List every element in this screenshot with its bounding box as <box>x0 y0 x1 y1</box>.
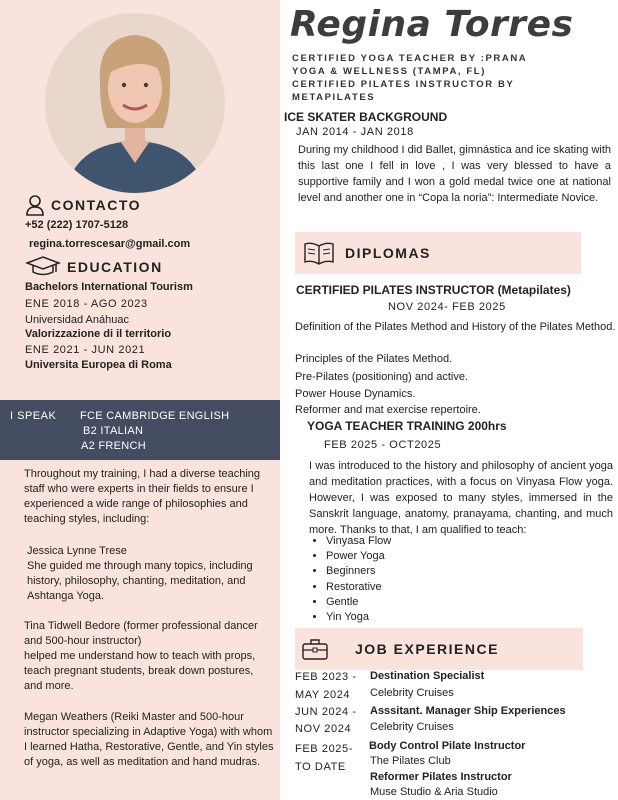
language-item: B2 ITALIAN <box>83 425 144 437</box>
person-icon <box>25 194 45 216</box>
diplomas-heading: DIPLOMAS <box>345 245 431 261</box>
subtitle-line: METAPILATES <box>292 92 376 103</box>
subtitle-line: YOGA & WELLNESS (TAMPA, FL) <box>292 66 486 77</box>
yoga-styles-list <box>310 534 391 625</box>
job-date: MAY 2024 <box>295 689 351 701</box>
graduation-cap-icon <box>25 256 61 278</box>
job-title: Asssitant. Manager Ship Experiences <box>370 705 566 717</box>
pilates-topic: Reformer and mat exercise repertoire. <box>295 404 481 416</box>
subtitle-line: CERTIFIED YOGA TEACHER BY :PRANA <box>292 53 528 64</box>
list-item: • Yin Yoga <box>326 610 391 625</box>
job-title: Destination Specialist <box>370 670 485 682</box>
yoga-diploma-dates: FEB 2025 - OCT2025 <box>324 439 442 451</box>
job-company: The Pilates Club <box>370 755 451 767</box>
job-company: Celebrity Cruises <box>370 687 454 699</box>
teacher-paragraph: Jessica Lynne Trese She guided me through many topics, including history, philosophy, chanting, meditation, and Ashtanga Yoga. <box>27 545 253 602</box>
education-degree-school: Universidad Anáhuac <box>25 314 129 326</box>
languages-band <box>0 400 280 460</box>
education-degree-title: Bachelors International Tourism <box>25 281 193 293</box>
languages-label: I SPEAK <box>10 410 57 422</box>
pilates-topic: Power House Dynamics. <box>295 388 416 400</box>
contact-phone[interactable]: +52 (222) 1707-5128 <box>25 219 129 231</box>
background-heading: ICE SKATER BACKGROUND <box>284 110 448 124</box>
training-intro: Throughout my training, I had a diverse teaching staff who were experts in their fields to ensure I experienced a wide range of philosophies and teaching styles, including: <box>24 468 261 525</box>
pilates-diploma-title: CERTIFIED PILATES INSTRUCTOR (Metapilates) <box>296 283 571 297</box>
education-degree-dates: ENE 2018 - AGO 2023 <box>25 298 148 310</box>
job-date: FEB 2023 - <box>295 671 357 683</box>
education-heading: EDUCATION <box>25 256 163 278</box>
education-course-school: Universita Europea di Roma <box>25 359 172 371</box>
yoga-diploma-title: YOGA TEACHER TRAINING 200hrs <box>307 419 507 433</box>
list-item: • Gentle <box>326 595 391 610</box>
name-title: Regina Torres <box>290 4 574 45</box>
yoga-diploma-text: I was introduced to the history and philosophy of ancient yoga and meditation practices, with a focus on Vinyasa Flow yoga. However, I was exposed to many styles, immersed in the Sanskrit language, anatomy, pranayama, chanting, and much more. Thanks to that, I am qualified to teach: <box>309 460 613 536</box>
background-text: During my childhood I did Ballet, gimnástica and ice skating with this last one I fell in love , I was very blessed to have a supportive family and I won a gold medal twice one at national level and another one in “Copa la noria”: Intermediate Novice. <box>298 144 611 204</box>
list-item: • Power Yoga <box>326 549 391 564</box>
job-date: FEB 2025- <box>295 743 353 755</box>
job-date: NOV 2024 <box>295 723 352 735</box>
job-date: TO DATE <box>295 761 346 773</box>
job-experience-heading: JOB EXPERIENCE <box>355 641 499 657</box>
pilates-topic: Principles of the Pilates Method. <box>295 353 453 365</box>
job-date: JUN 2024 - <box>295 706 357 718</box>
job-title: Reformer Pilates Instructor <box>370 771 512 783</box>
education-course-title: Valorizzazione di il territorio <box>25 328 172 340</box>
pilates-topic: Definition of the Pilates Method and History of the Pilates Method. <box>295 321 616 333</box>
job-experience-bar <box>295 628 583 670</box>
language-item: A2 FRENCH <box>81 440 147 452</box>
pilates-topic: Pre-Pilates (positioning) and active. <box>295 371 469 383</box>
pilates-diploma-dates: NOV 2024- FEB 2025 <box>388 301 506 313</box>
contact-email[interactable]: regina.torrescesar@gmail.com <box>29 238 191 250</box>
background-dates: JAN 2014 - JAN 2018 <box>296 126 414 138</box>
subtitle-line: CERTIFIED PILATES INSTRUCTOR BY <box>292 79 515 90</box>
teacher-paragraph: Megan Weathers (Reiki Master and 500-hour instructor specializing in Adaptive Yoga) with whom I learned Hatha, Restorative, Gentle, and Yin styles of yoga, as well as meditation and hand mudras. <box>24 711 274 768</box>
teacher-paragraph: Tina Tidwell Bedore (former professional dancer and 500-hour instructor) helped me understand how to teach with props, teach pregnant students, break down postures, and more. <box>24 620 258 692</box>
book-icon <box>303 241 335 265</box>
language-item: FCE CAMBRIDGE ENGLISH <box>80 410 230 422</box>
contact-heading: CONTACTO <box>25 194 141 216</box>
profile-photo <box>45 13 225 193</box>
diplomas-bar <box>295 232 581 274</box>
education-course-dates: ENE 2021 - JUN 2021 <box>25 344 146 356</box>
job-company: Muse Studio & Aria Studio <box>370 786 498 798</box>
list-item: • Vinyasa Flow <box>326 534 391 549</box>
list-item: • Restorative <box>326 580 391 595</box>
list-item: • Beginners <box>326 564 391 579</box>
job-company: Celebrity Cruises <box>370 721 454 733</box>
job-title: Body Control Pilate Instructor <box>369 740 526 752</box>
briefcase-icon <box>301 637 329 661</box>
